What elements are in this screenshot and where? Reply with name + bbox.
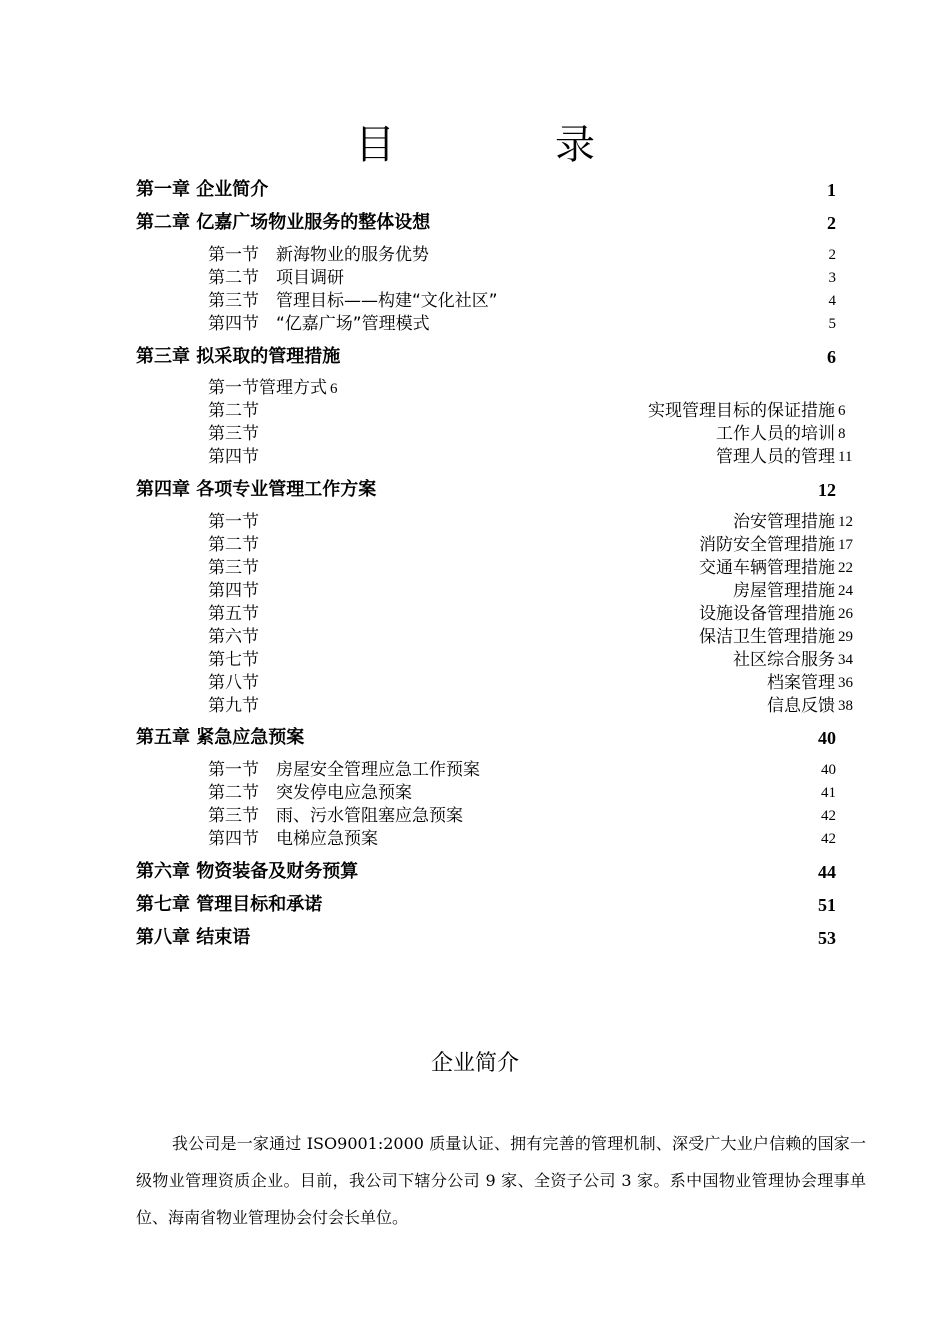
toc-section-page: 5 [828, 316, 836, 332]
toc-section-title: 工作人员的培训 [716, 424, 835, 444]
toc-section-title: 第二节 项目调研 [208, 268, 344, 288]
toc-section-page: 4 [828, 293, 836, 309]
toc-section-row[interactable] [0, 377, 950, 401]
toc-chapter-row[interactable] [0, 478, 950, 502]
toc-section-title: 设施设备管理措施 [699, 604, 835, 624]
toc-chapter-page: 2 [827, 213, 836, 233]
toc-chapter-page: 1 [827, 180, 836, 200]
toc-section-title: 信息反馈 [767, 696, 835, 716]
toc-section-page: 11 [838, 449, 853, 465]
toc-chapter-title: 第六章 物资装备及财务预算 [136, 861, 359, 882]
toc-section-label: 第四节 [208, 581, 259, 601]
toc-section-page: 41 [821, 785, 836, 801]
intro-paragraph: 我公司是一家通过 ISO9001:2000 质量认证、拥有完善的管理机制、深受广大业户信赖的国家一级物业管理资质企业。目前，我公司下辖分公司 9 家、全资子公司 3 家。系中国物业管理协会理事单位、海南省物业管理协会付会长单位。 [136, 1134, 866, 1227]
toc-section-row[interactable] [0, 557, 950, 581]
toc-chapter-title: 第三章 拟采取的管理措施 [136, 346, 341, 367]
toc-chapter-row[interactable] [0, 726, 950, 750]
toc-section-row[interactable] [0, 603, 950, 627]
toc-chapter-page: 12 [818, 480, 836, 500]
toc-chapter-page: 53 [818, 928, 836, 948]
toc-section-page: 38 [838, 698, 853, 714]
toc-section-row[interactable] [0, 244, 950, 268]
toc-section-row[interactable] [0, 782, 950, 806]
toc-section-row[interactable] [0, 759, 950, 783]
toc-section-page: 34 [838, 652, 853, 668]
toc-section-label: 第九节 [208, 696, 259, 716]
toc-section-title: 第三节 管理目标——构建“文化社区” [208, 291, 498, 311]
toc-chapter-row[interactable] [0, 893, 950, 917]
toc-section-row[interactable] [0, 446, 950, 470]
toc-section-row[interactable] [0, 649, 950, 673]
toc-section-title: 第二节 突发停电应急预案 [208, 783, 412, 803]
toc-section-page: 42 [821, 831, 836, 847]
toc-section-page: 6 [330, 381, 338, 397]
toc-section-title: 第一节 房屋安全管理应急工作预案 [208, 760, 480, 780]
toc-section-row[interactable] [0, 580, 950, 604]
toc-section-label: 第四节 [208, 447, 259, 467]
toc-section-page: 22 [838, 560, 853, 576]
toc-chapter-page: 6 [827, 347, 836, 367]
toc-section-label: 第二节 [208, 401, 259, 421]
toc-section-page: 40 [821, 762, 836, 778]
toc-section-row[interactable] [0, 534, 950, 558]
toc-section-label: 第二节 [208, 535, 259, 555]
toc-section-title: 第四节 电梯应急预案 [208, 829, 378, 849]
toc-section-page: 24 [838, 583, 853, 599]
toc-chapter-title: 第五章 紧急应急预案 [136, 727, 305, 748]
toc-title: 目 录 [355, 122, 655, 168]
toc-section-label: 第六节 [208, 627, 259, 647]
toc-section-title: 第三节 雨、污水管阻塞应急预案 [208, 806, 463, 826]
toc-section-page: 2 [828, 247, 836, 263]
toc-section-row[interactable] [0, 400, 950, 424]
toc-section-page: 36 [838, 675, 853, 691]
toc-section-label: 第三节 [208, 424, 259, 444]
toc-section-row[interactable] [0, 672, 950, 696]
toc-section-label: 第七节 [208, 650, 259, 670]
toc-section-title: 档案管理 [767, 673, 835, 693]
toc-section-title: 社区综合服务 [733, 650, 835, 670]
toc-chapter-page: 51 [818, 895, 836, 915]
toc-section-title: 第一节 新海物业的服务优势 [208, 245, 429, 265]
intro-heading: 企业简介 [430, 1051, 519, 1076]
toc-chapter-title: 第一章 企业简介 [136, 179, 269, 200]
toc-chapter-page: 40 [818, 728, 836, 748]
toc-chapter-row[interactable] [0, 178, 950, 202]
toc-section-page: 8 [838, 426, 846, 442]
toc-section-row[interactable] [0, 423, 950, 447]
toc-section-title: 治安管理措施 [733, 512, 835, 532]
toc-chapter-row[interactable] [0, 345, 950, 369]
toc-section-page: 3 [828, 270, 836, 286]
toc-section-row[interactable] [0, 695, 950, 719]
toc-section-title: 第四节 “亿嘉广场”管理模式 [208, 314, 430, 334]
toc-section-row[interactable] [0, 828, 950, 852]
toc-chapter-title: 第四章 各项专业管理工作方案 [136, 479, 377, 500]
toc-chapter-row[interactable] [0, 860, 950, 884]
toc-chapter-row[interactable] [0, 926, 950, 950]
toc-section-row[interactable] [0, 626, 950, 650]
toc-chapter-row[interactable] [0, 211, 950, 235]
toc-section-row[interactable] [0, 290, 950, 314]
toc-section-title: 交通车辆管理措施 [699, 558, 835, 578]
toc-section-page: 29 [838, 629, 853, 645]
toc-section-label: 第八节 [208, 673, 259, 693]
toc-section-label: 第五节 [208, 604, 259, 624]
toc-section-label: 第一节 [208, 512, 259, 532]
toc-section-title: 保洁卫生管理措施 [699, 627, 835, 647]
toc-section-row[interactable] [0, 805, 950, 829]
toc-chapter-page: 44 [818, 862, 836, 882]
toc-section-title: 消防安全管理措施 [699, 535, 835, 555]
toc-section-row[interactable] [0, 511, 950, 535]
toc-section-title: 房屋管理措施 [733, 581, 835, 601]
toc-section-page: 6 [838, 403, 846, 419]
toc-section-title: 实现管理目标的保证措施 [648, 401, 835, 421]
toc-section-row[interactable] [0, 267, 950, 291]
toc-section-title: 管理人员的管理 [716, 447, 835, 467]
toc-section-row[interactable] [0, 313, 950, 337]
toc-section-page: 17 [838, 537, 853, 553]
toc-chapter-title: 第二章 亿嘉广场物业服务的整体设想 [136, 212, 431, 233]
toc-section-label: 第三节 [208, 558, 259, 578]
toc-chapter-title: 第八章 结束语 [136, 927, 251, 948]
toc-section-page: 42 [821, 808, 836, 824]
toc-chapter-title: 第七章 管理目标和承诺 [136, 894, 323, 915]
toc-section-title: 第一节管理方式 6 [208, 378, 338, 398]
toc-section-page: 12 [838, 514, 853, 530]
toc-section-page: 26 [838, 606, 853, 622]
